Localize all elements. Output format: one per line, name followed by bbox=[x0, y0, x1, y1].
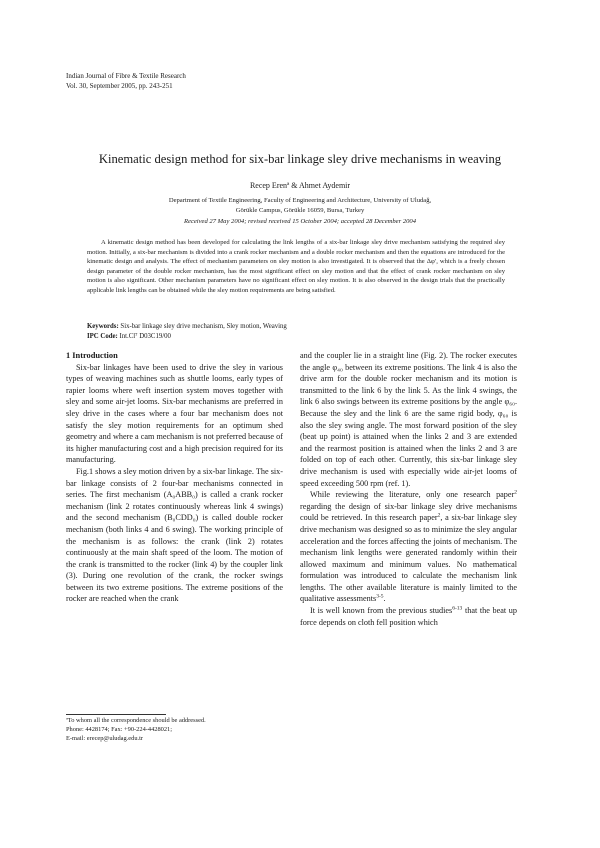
paragraph: Fig.1 shows a sley motion driven by a six-bar linkage. The six-bar linkage consists of 2 four-bar mechanisms connected in series. The first mechanism (A₀ABB₀) is called a crank rocker mechanism (link 2 rotates continuously whereas link 4 swings) and the second mechanism (B₀CDD₀) is called double rocker mechanism (both links 4 and 6 swing). The working principle of the mechanism is as follows: the crank (link 2) rotates continuously at the main shaft speed of the loom. The motion of the crank is transmitted to the rocker (link 4) by the coupler link (3). During one revolution of the crank, the rocker swings between its two extreme positions. The extreme positions of the rocker are reached when the crank bbox=[66, 466, 283, 604]
journal-volume: Vol. 30, September 2005, pp. 243-251 bbox=[66, 81, 173, 90]
ipc-label: IPC Code: bbox=[87, 332, 118, 340]
paragraph: It is well known from the previous studies$^{6-13}$ that the beat up force depends on cloth fell position which bbox=[300, 605, 517, 627]
footnote-phone: Phone: 4428174; Fax: +90-224-4428021; bbox=[66, 726, 173, 733]
paragraph: and the coupler lie in a straight line (Fig. 2). The rocker executes the angle φ₄₀ between its extreme positions. The link 4 is also the drive arm for the double rocker mechanism and its motion is transmitted to the link 6 by the link 5. As the link 4 swings, the link 6 also swings between its extreme positions by the angle φ₆₀. Because the sley and the link 6 are the same rigid body, φ₆₀ is also the sley swing angle. The most forward position of the sley (beat up point) is attained when the links 2 and 3 are extended and the rearmost position is attained when the links 2 and 3 are folded on top of each other. Currently, this six-bar linkage sley drive mechanism is used with especially wide air-jet looms of speed exceeding 500 rpm (ref. 1). bbox=[300, 351, 517, 488]
citation: 2 bbox=[514, 489, 517, 496]
footnote bbox=[66, 716, 206, 743]
left-column bbox=[66, 350, 283, 605]
affiliation bbox=[0, 196, 600, 215]
keywords-block bbox=[87, 322, 517, 341]
received-dates: Received 27 May 2004; revised received 15 October 2004; accepted 28 December 2004 bbox=[183, 218, 417, 225]
footnote-divider bbox=[66, 714, 166, 715]
footnote-correspondence: ªTo whom all the correspondence should be addressed. bbox=[66, 717, 206, 724]
keywords-label: Keywords: bbox=[87, 323, 119, 330]
citation: 6-13 bbox=[452, 605, 463, 612]
section-heading: 1 Introduction bbox=[66, 351, 118, 360]
authors: Recep Erenª & Ahmet Aydemir bbox=[249, 181, 351, 190]
affiliation-line-2: Görükle Campus, Görükle 16059, Bursa, Turkey bbox=[235, 206, 365, 214]
paragraph: Six-bar linkages have been used to drive the sley in various types of weaving machines such as shuttle looms, early types of rapier looms where weft insertion system moves together with sley and some air-jet looms. Six-bar mechanisms are preferred in sley drive in the cases where a four bar mechanism does not satisfy the sley motion requirements for an optimum shed geometry and where a cam mechanism is not preferred because of its higher manufacturing cost and a high precision required for its manufacturing. bbox=[66, 362, 283, 465]
right-column bbox=[300, 350, 517, 628]
abstract: A kinematic design method has been developed for calculating the link lengths of a six-bar linkage sley drive mechanism satisfying the required sley motion. Initially, a six-bar mechanism is divided into a crank rocker mechanism and a double rocker mechanism and then the equations are introduced for the kinematic design and analysis. The effect of mechanism parameters on sley motion is also investigated. It is observed that the Δφ′, which is a freely chosen design parameter of the double rocker mechanism, has the most significant effect on sley motion and that the effect of crank rocker mechanism on sley motion is also significant. Other mechanism parameters have no significant effect on sley motion. It is also observed in the design trials that the practically applicable link lengths can be obtained while the sley motion requirements are being satisfied. bbox=[87, 239, 505, 294]
citation: 2 bbox=[437, 512, 441, 519]
citation: 3-5 bbox=[376, 593, 384, 600]
paragraph: While reviewing the literature, only one research paper$^2$ regarding the design of six-bar linkage sley drive mechanisms could be retrieved. In this research paper$^2$, a six-bar linkage sley drive mechanism was designed so as to minimize the sley angular acceleration and the forces affecting the joints of mechanism. The mechanism link lengths were generated randomly within their allowed maximum and minimum values. No mathematical formulation was introduced to calculate the mechanism link lengths. The other available literature is mainly limited to the qualitative assessments$^{3-5}$. bbox=[300, 489, 517, 604]
affiliation-line-1: Department of Textile Engineering, Faculty of Engineering and Architecture, University of Uludağ, bbox=[168, 197, 432, 204]
journal-name: Indian Journal of Fibre & Textile Research bbox=[66, 72, 186, 80]
footnote-email: E-mail: erecep@uludag.edu.tr bbox=[66, 735, 144, 742]
journal-header bbox=[66, 72, 186, 91]
paper-title: Kinematic design method for six-bar linkage sley drive mechanisms in weaving bbox=[98, 152, 502, 166]
keywords-text: Six-bar linkage sley drive mechanism, Sley motion, Weaving bbox=[120, 323, 287, 330]
ipc-text: Int.Cl⁷ D03C19/00 bbox=[119, 332, 171, 340]
